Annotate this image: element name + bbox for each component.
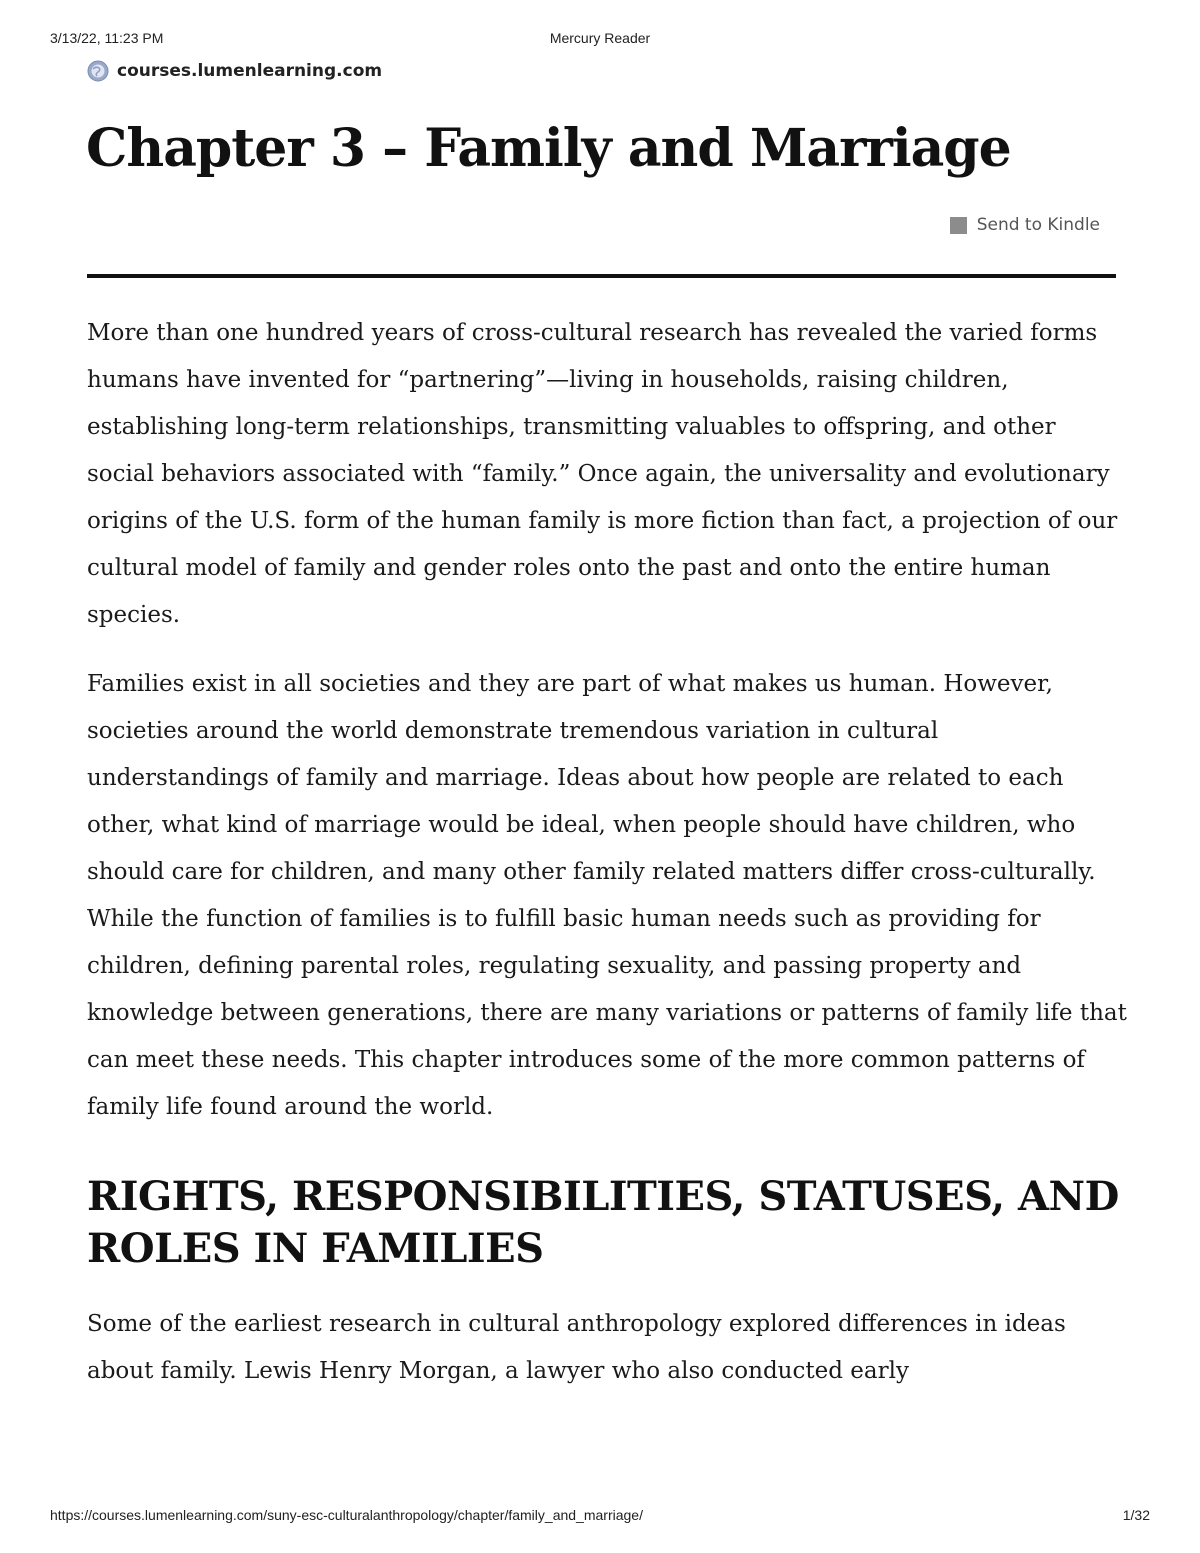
print-header: [50, 30, 1150, 50]
source-link[interactable]: [87, 60, 382, 82]
print-app-name: Mercury Reader: [549, 30, 651, 46]
globe-icon: [87, 60, 109, 82]
article-body: [87, 310, 1127, 1417]
article-paragraph: More than one hundred years of cross-cultural research has revealed the varied forms humans have invented for “partnering”—living in households, raising children, establishing long-term relationships, transmitting valuables to offspring, and other social behaviors associated with “family.” Once again, the universality and evolutionary origins of the U.S. form of the human family is more fiction than fact, a projection of our cultural model of family and gender roles onto the past and onto the entire human species.: [87, 320, 1118, 628]
page-title: Chapter 3 – Family and Marriage: [86, 118, 1011, 179]
print-url: https://courses.lumenlearning.com/suny-esc-culturalanthropology/chapter/family_and_marriage/: [50, 1507, 643, 1523]
article-paragraph: Families exist in all societies and they are part of what makes us human. However, societies around the world demonstrate tremendous variation in cultural understandings of family and marriage. Ideas about how people are related to each other, what kind of marriage would be ideal, when people should have children, who should care for children, and many other family related matters differ cross-culturally. While the function of families is to fulfill basic human needs such as providing for children, defining parental roles, regulating sexuality, and passing property and knowledge between generations, there are many variations or patterns of family life that can meet these needs. This chapter introduces some of the more common patterns of family life found around the world.: [87, 671, 1127, 1120]
print-datetime: 3/13/22, 11:23 PM: [50, 30, 164, 46]
source-domain: courses.lumenlearning.com: [117, 61, 383, 81]
title-divider: [87, 274, 1116, 278]
print-footer: [50, 1507, 1150, 1527]
send-to-kindle-label: Send to Kindle: [976, 215, 1100, 235]
kindle-icon: [950, 217, 967, 234]
send-to-kindle-button[interactable]: [950, 215, 1100, 235]
page-number: 1/32: [1122, 1507, 1150, 1523]
article-paragraph: Some of the earliest research in cultural anthropology explored differences in ideas about family. Lewis Henry Morgan, a lawyer who also conducted early: [87, 1311, 1066, 1384]
section-heading: RIGHTS, RESPONSIBILITIES, STATUSES, AND ROLES IN FAMILIES: [87, 1173, 1119, 1272]
